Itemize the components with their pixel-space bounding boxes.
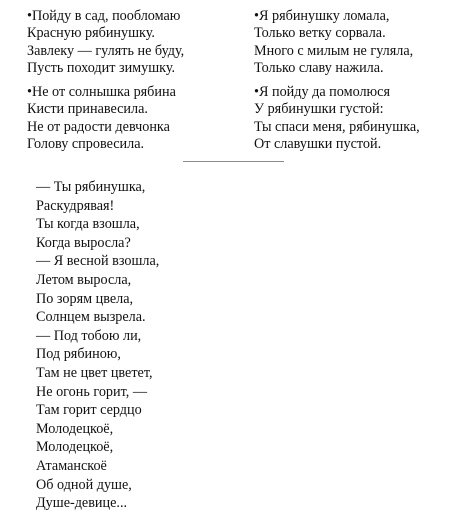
poem-line: Об одной душе,: [36, 476, 132, 493]
stanza-line: От славушки пустой.: [254, 136, 382, 153]
poem-line: Не огонь горит, —: [36, 383, 148, 400]
poem-rowan: [36, 178, 159, 513]
poem-line: По зорям цвела,: [36, 290, 134, 307]
poem-line: Атаманскоё: [36, 457, 107, 474]
poem-line: Молодецкоё,: [36, 439, 114, 456]
poem-line: Под рябиною,: [36, 346, 121, 363]
stanza-line: Ты спаси меня, рябинушка,: [254, 118, 420, 135]
poem-line: Солнцем вызрела.: [36, 309, 146, 326]
poem-line: Там горит сердцо: [36, 402, 142, 419]
stanza-line: Кисти принавесила.: [27, 101, 148, 118]
stanza-line: Много с милым не гуляла,: [254, 42, 414, 59]
stanza-line: •Я рябинушку ломала,: [254, 8, 390, 24]
stanza-line: •Пойду в сад, пообломаю: [27, 8, 181, 24]
stanza-line: Голову спровесила.: [27, 136, 145, 153]
section-divider: [183, 161, 284, 162]
poem-line: — Я весной взошла,: [36, 253, 160, 270]
stanza-line: У рябинушки густой:: [254, 101, 384, 118]
poem-line: Ты когда взошла,: [36, 216, 140, 233]
stanza-line: Завлеку — гулять не буду,: [27, 42, 185, 59]
poem-line: Когда выросла?: [36, 234, 131, 251]
poem-line: Молодецкоё,: [36, 420, 114, 437]
stanza-1: [27, 8, 184, 78]
poem-line: Летом выросла,: [36, 271, 132, 288]
stanza-line: •Не от солнышка рябина: [27, 84, 176, 100]
poem-line: Душе-девице...: [36, 495, 128, 512]
stanza-3: [27, 84, 176, 154]
stanza-line: Не от радости девчонка: [27, 118, 170, 135]
stanza-line: Пусть походит зимушку.: [27, 60, 176, 77]
stanza-line: •Я пойду да помолюся: [254, 84, 390, 100]
poem-line: Раскудрявая!: [36, 197, 115, 214]
stanza-line: Только славу нажила.: [254, 60, 384, 77]
poem-line: — Ты рябинушка,: [36, 179, 146, 195]
stanza-line: Только ветку сорвала.: [254, 25, 386, 42]
stanza-2: [254, 8, 413, 78]
stanza-line: Красную рябинушку.: [27, 25, 155, 42]
poem-line: Там не цвет цветет,: [36, 364, 153, 381]
poem-line: — Под тобою ли,: [36, 327, 142, 344]
stanza-4: [254, 84, 420, 154]
